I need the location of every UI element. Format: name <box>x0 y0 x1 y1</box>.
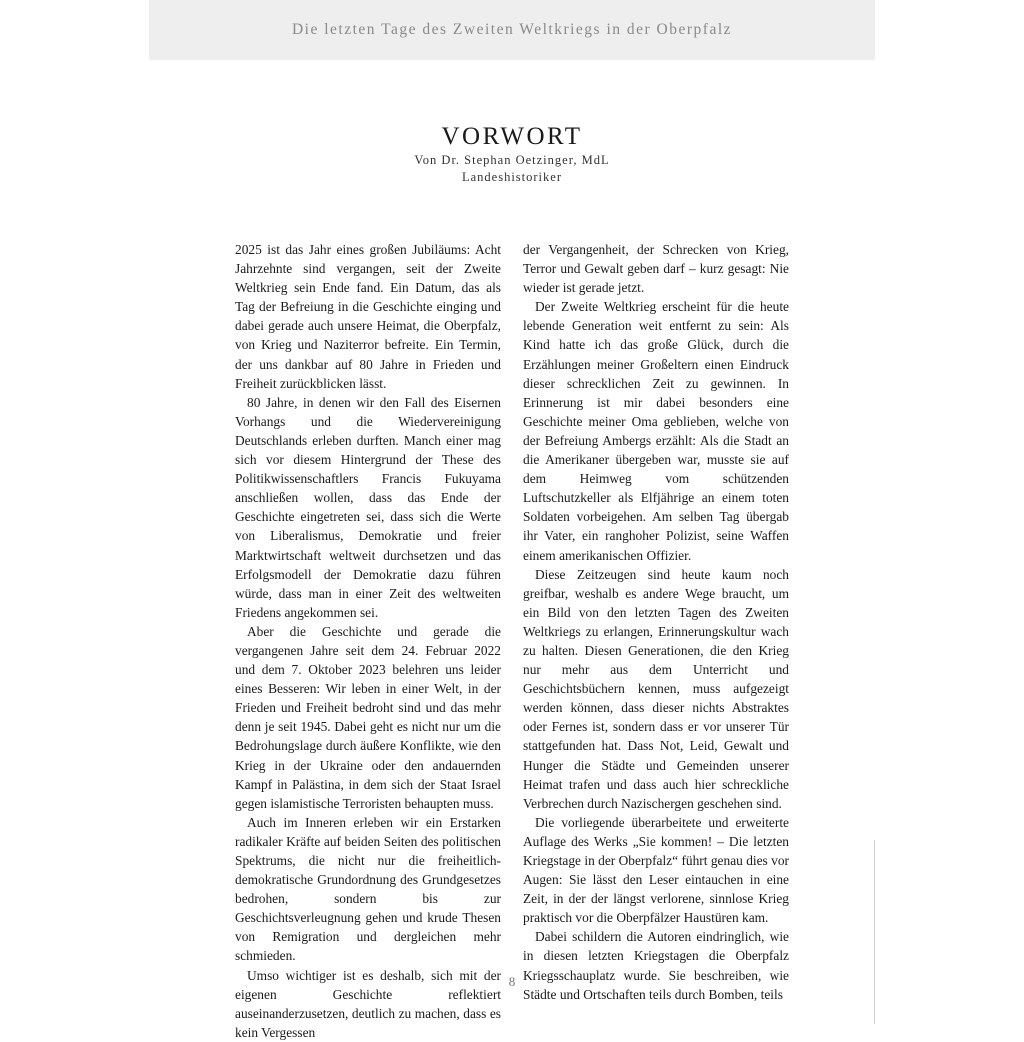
left-column <box>235 240 501 1042</box>
page-title: VORWORT <box>441 123 583 150</box>
running-head-text: Die letzten Tage des Zweiten Weltkriegs in der Oberpfalz <box>291 21 733 38</box>
paragraph: Die vorliegende überarbeitete und erweiterte Auflage des Werks „Sie kommen! – Die letzten Kriegstage in der Oberpfalz“ führt genau dies vor Augen: Sie lässt den Leser eintauchen in eine Zeit, in der der längst verlorene, sinnlose Krieg praktisch vor die Oberpfälzer Haustüren kam. <box>523 814 789 926</box>
paragraph: 2025 ist das Jahr eines großen Jubiläums: Acht Jahrzehnte sind vergangen, seit der Zweite Weltkrieg sein Ende fand. Ein Datum, das als Tag der Befreiung in die Geschichte einging und dabei gerade auch unsere Heimat, die Oberpfalz, von Krieg und Naziterror befreite. Ein Termin, der uns dankbar auf 80 Jahre in Frieden und Freiheit zurückblicken lässt. <box>235 242 501 391</box>
page-number: 8 <box>508 974 516 989</box>
title-block <box>149 122 875 186</box>
paragraph: Der Zweite Weltkrieg erscheint für die heute lebende Generation weit entfernt zu sein: Als Kind hatte ich das große Glück, durch die Erzählungen meiner Großeltern einen Eindruck dieser schrecklichen Zeit zu gewinnen. In Erinnerung ist mir dabei besonders eine Geschichte meiner Oma geblieben, welche von der Befreiung Ambergs erzählt: Als die Stadt an die Amerikaner übergeben war, musste sie auf dem Heimweg vom schützenden Luftschutzkeller als Elfjährige an einem toten Soldaten vorbeigehen. Am selben Tag übergab ihr Vater, ein ranghoher Polizist, seine Waffen einem amerikanischen Offizier. <box>523 299 789 563</box>
page-edge-rule <box>874 840 875 1024</box>
paragraph: Aber die Geschichte und gerade die vergangenen Jahre seit dem 24. Februar 2022 und dem 7. Oktober 2023 belehren uns leider eines Besseren: Wir leben in einer Welt, in der Frieden und Freiheit bedroht sind und das mehr denn je seit 1945. Dabei geht es nicht nur um die Bedrohungslage durch äußere Konflikte, wie den Krieg in der Ukraine oder den andauernden Kampf in Palästina, in dem sich der Staat Israel gegen islamistische Terroristen behaupten muss. <box>235 623 501 811</box>
paragraph: Dabei schildern die Autoren eindringlich, wie in diesen letzten Kriegstagen die Oberpfalz Kriegsschauplatz wurde. Sie beschreiben, wie Städte und Ortschaften teils durch Bomben, teils <box>523 929 789 1002</box>
right-column <box>523 240 789 1004</box>
running-head <box>149 0 875 60</box>
author-role: Landeshistoriker <box>461 170 562 184</box>
paragraph: Umso wichtiger ist es deshalb, sich mit der eigenen Geschichte reflektiert auseinanderzusetzen, deutlich zu machen, dass es kein Vergessen <box>235 967 501 1040</box>
paragraph: Auch im Inneren erleben wir ein Erstarken radikaler Kräfte auf beiden Seiten des politischen Spektrums, die nicht nur die freiheitlich-demokratische Grundordnung des Grundgesetzes bedrohen, sondern bis zur Geschichtsverleugnung gehen und krude Thesen von Remigration und dergleichen mehr schmieden. <box>235 814 501 964</box>
author-line: Von Dr. Stephan Oetzinger, MdL <box>414 153 610 167</box>
paragraph: 80 Jahre, in denen wir den Fall des Eisernen Vorhangs und die Wiedervereinigung Deutschlands erleben durften. Manch einer mag sich vor diesem Hintergrund der These des Politikwissenschaftlers Francis Fukuyama anschließen wollen, dass das Ende der Geschichte eingetreten sei, dass sich die Werte von Liberalismus, Demokratie und freier Marktwirtschaft weltweit durchsetzen und das Erfolgsmodell der Demokratie dazu führen würde, dass man in einer Zeit des weltweiten Friedens angekommen sei. <box>235 394 501 620</box>
paragraph: Diese Zeitzeugen sind heute kaum noch greifbar, weshalb es andere Wege braucht, um ein Bild von den letzten Tagen des Zweiten Weltkriegs zu erlangen, Erinnerungskultur wach zu halten. Diesen Generationen, die den Krieg nur mehr aus dem Unterricht und Geschichtsbüchern kennen, muss aufgezeigt werden können, dass dieser nichts Abstraktes oder Fernes ist, sondern dass er vor unserer Tür stattgefunden hat. Dass Not, Leid, Gewalt und Hunger die Städte und Gemeinden unserer Heimat trafen und dass auch hier schreckliche Verbrechen durch Nazischergen geschehen sind. <box>523 566 789 811</box>
paragraph-continuation: der Vergangenheit, der Schrecken von Krieg, Terror und Gewalt geben darf – kurz gesagt: Nie wieder ist gerade jetzt. <box>523 242 789 296</box>
